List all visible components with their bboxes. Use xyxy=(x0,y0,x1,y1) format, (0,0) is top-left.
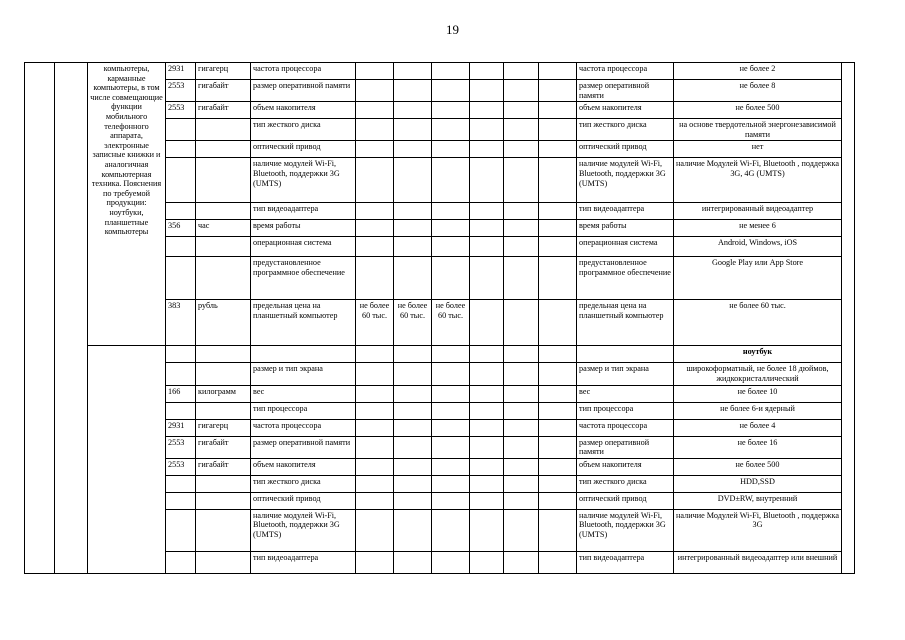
characteristic-cell: размер и тип экрана xyxy=(251,363,356,385)
table-row xyxy=(25,63,855,80)
blank-cell xyxy=(539,80,577,102)
blank-cell xyxy=(470,237,504,257)
blank-cell xyxy=(539,475,577,492)
value-cell: не более 500 xyxy=(674,458,842,475)
blank-cell-b xyxy=(55,63,88,574)
value-cell: не более 10 xyxy=(674,385,842,402)
limit-cell-2 xyxy=(394,158,432,203)
characteristic-cell: тип видеоадаптера xyxy=(251,551,356,573)
limit-cell-1 xyxy=(356,363,394,385)
limit-cell-2 xyxy=(394,509,432,551)
characteristic-cell: объем накопителя xyxy=(251,102,356,119)
limit-cell-1 xyxy=(356,203,394,220)
blank-cell xyxy=(470,551,504,573)
blank-cell xyxy=(539,141,577,158)
limit-cell-1 xyxy=(356,551,394,573)
okei-code-cell: 166 xyxy=(166,385,196,402)
blank-cell xyxy=(504,119,539,141)
unit-cell xyxy=(196,257,251,300)
characteristic-cell: объем накопителя xyxy=(251,458,356,475)
blank-cell xyxy=(470,220,504,237)
characteristic-repeat-cell: предустановленное программное обеспечение xyxy=(577,257,674,300)
blank-cell xyxy=(470,158,504,203)
unit-cell xyxy=(196,203,251,220)
limit-cell-2: не более 60 тыс. xyxy=(394,300,432,346)
unit-cell xyxy=(196,509,251,551)
characteristic-repeat-cell: вес xyxy=(577,385,674,402)
blank-cell xyxy=(504,80,539,102)
blank-cell xyxy=(539,63,577,80)
blank-cell xyxy=(539,220,577,237)
blank-cell xyxy=(504,509,539,551)
blank-cell xyxy=(470,300,504,346)
blank-cell xyxy=(539,436,577,458)
blank-cell xyxy=(539,237,577,257)
value-cell: DVD±RW, внутренний xyxy=(674,492,842,509)
limit-cell-3 xyxy=(432,237,470,257)
blank-cell xyxy=(470,257,504,300)
blank-cell xyxy=(539,509,577,551)
value-cell: не более 8 xyxy=(674,80,842,102)
value-cell: Google Play или App Store xyxy=(674,257,842,300)
okei-code-cell: 2931 xyxy=(166,419,196,436)
limit-cell-3 xyxy=(432,102,470,119)
okei-code-cell xyxy=(166,119,196,141)
limit-cell-1 xyxy=(356,509,394,551)
value-cell: не более 16 xyxy=(674,436,842,458)
value-cell: не более 60 тыс. xyxy=(674,300,842,346)
blank-cell xyxy=(470,475,504,492)
blank-cell xyxy=(539,300,577,346)
blank-cell xyxy=(470,119,504,141)
okei-code-cell: 2553 xyxy=(166,436,196,458)
unit-cell: гигабайт xyxy=(196,80,251,102)
okei-code-cell xyxy=(166,363,196,385)
blank-cell xyxy=(539,257,577,300)
limit-cell-3 xyxy=(432,203,470,220)
requirements-table xyxy=(24,62,855,574)
characteristic-cell: предельная цена на планшетный компьютер xyxy=(251,300,356,346)
limit-cell-2 xyxy=(394,102,432,119)
product-description-cell: компьютеры, карманные компьютеры, в том числе совмещающие функции мобильного телефонного аппарата, электронные записные книжки и аналогичная компьютерная техника. Пояснения по требуемой продукции: ноутбуки, планшетные компьютеры xyxy=(88,63,166,346)
blank-cell xyxy=(504,363,539,385)
value-cell: широкоформатный, не более 18 дюймов, жидкокристаллический xyxy=(674,363,842,385)
limit-cell-3 xyxy=(432,475,470,492)
limit-cell-1 xyxy=(356,63,394,80)
characteristic-repeat-cell: размер оперативной памяти xyxy=(577,436,674,458)
blank-cell xyxy=(470,436,504,458)
characteristic-repeat-cell: тип процессора xyxy=(577,402,674,419)
blank-cell xyxy=(504,346,539,363)
characteristic-repeat-cell: операционная система xyxy=(577,237,674,257)
limit-cell-1 xyxy=(356,492,394,509)
blank-cell xyxy=(504,237,539,257)
blank-cell xyxy=(470,458,504,475)
unit-cell xyxy=(196,475,251,492)
blank-cell xyxy=(539,119,577,141)
blank-cell xyxy=(504,492,539,509)
okei-code-cell xyxy=(166,203,196,220)
okei-code-cell xyxy=(166,492,196,509)
unit-cell xyxy=(196,551,251,573)
limit-cell-2 xyxy=(394,141,432,158)
limit-cell-3: не более 60 тыс. xyxy=(432,300,470,346)
table-row xyxy=(25,346,855,363)
characteristic-repeat-cell: время работы xyxy=(577,220,674,237)
limit-cell-1 xyxy=(356,458,394,475)
characteristic-cell: размер оперативной памяти xyxy=(251,80,356,102)
unit-cell xyxy=(196,158,251,203)
limit-cell-1 xyxy=(356,346,394,363)
characteristic-repeat-cell: оптический привод xyxy=(577,141,674,158)
blank-cell xyxy=(539,346,577,363)
limit-cell-2 xyxy=(394,220,432,237)
okei-code-cell xyxy=(166,346,196,363)
okei-code-cell: 2553 xyxy=(166,458,196,475)
characteristic-repeat-cell: размер оперативной памяти xyxy=(577,80,674,102)
limit-cell-1 xyxy=(356,419,394,436)
limit-cell-2 xyxy=(394,475,432,492)
value-cell: Android, Windows, iOS xyxy=(674,237,842,257)
okei-code-cell xyxy=(166,509,196,551)
limit-cell-1 xyxy=(356,436,394,458)
unit-cell: гигабайт xyxy=(196,102,251,119)
characteristic-repeat-cell: оптический привод xyxy=(577,492,674,509)
limit-cell-3 xyxy=(432,509,470,551)
okei-code-cell: 356 xyxy=(166,220,196,237)
unit-cell: килограмм xyxy=(196,385,251,402)
limit-cell-1 xyxy=(356,385,394,402)
characteristic-cell: операционная система xyxy=(251,237,356,257)
limit-cell-1 xyxy=(356,141,394,158)
limit-cell-2 xyxy=(394,63,432,80)
characteristic-repeat-cell: наличие модулей Wi-Fi, Bluetooth, поддержки 3G (UMTS) xyxy=(577,158,674,203)
blank-cell xyxy=(504,141,539,158)
characteristic-cell: размер оперативной памяти xyxy=(251,436,356,458)
unit-cell xyxy=(196,141,251,158)
limit-cell-1 xyxy=(356,80,394,102)
blank-cell xyxy=(470,80,504,102)
value-cell: HDD,SSD xyxy=(674,475,842,492)
limit-cell-2 xyxy=(394,551,432,573)
limit-cell-2 xyxy=(394,363,432,385)
limit-cell-2 xyxy=(394,436,432,458)
characteristic-repeat-cell: тип видеоадаптера xyxy=(577,203,674,220)
blank-cell xyxy=(539,158,577,203)
blank-cell xyxy=(470,141,504,158)
okei-code-cell: 2553 xyxy=(166,80,196,102)
value-cell: не менее 6 xyxy=(674,220,842,237)
characteristic-cell: тип видеоадаптера xyxy=(251,203,356,220)
okei-code-cell xyxy=(166,551,196,573)
page-number: 19 xyxy=(446,22,459,37)
characteristic-cell: наличие модулей Wi-Fi, Bluetooth, поддержки 3G (UMTS) xyxy=(251,158,356,203)
blank-cell xyxy=(504,436,539,458)
blank-description-cell xyxy=(88,346,166,573)
limit-cell-3 xyxy=(432,119,470,141)
characteristic-cell: наличие модулей Wi-Fi, Bluetooth, поддержки 3G (UMTS) xyxy=(251,509,356,551)
blank-cell xyxy=(470,509,504,551)
blank-cell xyxy=(504,300,539,346)
limit-cell-2 xyxy=(394,458,432,475)
limit-cell-2 xyxy=(394,203,432,220)
blank-cell xyxy=(504,257,539,300)
characteristic-cell: время работы xyxy=(251,220,356,237)
blank-cell xyxy=(470,203,504,220)
characteristic-repeat-cell: размер и тип экрана xyxy=(577,363,674,385)
value-cell: не более 2 xyxy=(674,63,842,80)
characteristic-repeat-cell: частота процессора xyxy=(577,419,674,436)
limit-cell-3 xyxy=(432,492,470,509)
limit-cell-3 xyxy=(432,63,470,80)
limit-cell-1 xyxy=(356,237,394,257)
characteristic-repeat-cell: наличие модулей Wi-Fi, Bluetooth, поддержки 3G (UMTS) xyxy=(577,509,674,551)
value-cell: наличие Модулей Wi-Fi, Bluetooth , поддержка 3G xyxy=(674,509,842,551)
characteristic-repeat-cell: тип жесткого диска xyxy=(577,119,674,141)
unit-cell: гигагерц xyxy=(196,63,251,80)
unit-cell: гигабайт xyxy=(196,436,251,458)
blank-cell xyxy=(470,385,504,402)
limit-cell-2 xyxy=(394,402,432,419)
blank-cell xyxy=(539,385,577,402)
unit-cell xyxy=(196,119,251,141)
limit-cell-1 xyxy=(356,220,394,237)
characteristic-cell xyxy=(251,346,356,363)
blank-cell xyxy=(504,203,539,220)
limit-cell-2 xyxy=(394,257,432,300)
unit-cell xyxy=(196,492,251,509)
limit-cell-3 xyxy=(432,158,470,203)
limit-cell-3 xyxy=(432,80,470,102)
unit-cell xyxy=(196,346,251,363)
blank-cell xyxy=(539,102,577,119)
okei-code-cell xyxy=(166,475,196,492)
characteristic-repeat-cell xyxy=(577,346,674,363)
blank-cell xyxy=(470,402,504,419)
limit-cell-2 xyxy=(394,385,432,402)
limit-cell-3 xyxy=(432,419,470,436)
characteristic-cell: частота процессора xyxy=(251,63,356,80)
limit-cell-3 xyxy=(432,436,470,458)
blank-cell xyxy=(504,551,539,573)
blank-cell xyxy=(504,220,539,237)
blank-cell xyxy=(504,102,539,119)
limit-cell-3 xyxy=(432,551,470,573)
limit-cell-3 xyxy=(432,363,470,385)
limit-cell-1 xyxy=(356,158,394,203)
value-cell: не более 500 xyxy=(674,102,842,119)
characteristic-repeat-cell: предельная цена на планшетный компьютер xyxy=(577,300,674,346)
characteristic-cell: частота процессора xyxy=(251,419,356,436)
section-header-cell: ноутбук xyxy=(674,346,842,363)
characteristic-repeat-cell: тип жесткого диска xyxy=(577,475,674,492)
unit-cell xyxy=(196,237,251,257)
blank-cell xyxy=(539,492,577,509)
limit-cell-2 xyxy=(394,119,432,141)
value-cell: не более 4 xyxy=(674,419,842,436)
blank-cell xyxy=(504,475,539,492)
limit-cell-1 xyxy=(356,475,394,492)
value-cell: не более 6-и ядерный xyxy=(674,402,842,419)
limit-cell-2 xyxy=(394,237,432,257)
okei-code-cell xyxy=(166,141,196,158)
limit-cell-3 xyxy=(432,458,470,475)
characteristic-repeat-cell: тип видеоадаптера xyxy=(577,551,674,573)
characteristic-cell: вес xyxy=(251,385,356,402)
limit-cell-2 xyxy=(394,80,432,102)
limit-cell-1: не более 60 тыс. xyxy=(356,300,394,346)
limit-cell-1 xyxy=(356,402,394,419)
characteristic-cell: предустановленное программное обеспечение xyxy=(251,257,356,300)
okei-code-cell xyxy=(166,402,196,419)
blank-cell xyxy=(470,63,504,80)
blank-cell xyxy=(504,63,539,80)
blank-cell xyxy=(470,492,504,509)
blank-cell xyxy=(504,402,539,419)
limit-cell-3 xyxy=(432,402,470,419)
blank-cell xyxy=(539,203,577,220)
characteristic-cell: тип жесткого диска xyxy=(251,119,356,141)
limit-cell-3 xyxy=(432,220,470,237)
okei-code-cell: 2931 xyxy=(166,63,196,80)
okei-code-cell xyxy=(166,158,196,203)
unit-cell: гигагерц xyxy=(196,419,251,436)
limit-cell-2 xyxy=(394,346,432,363)
blank-cell xyxy=(539,458,577,475)
limit-cell-3 xyxy=(432,257,470,300)
limit-cell-1 xyxy=(356,257,394,300)
unit-cell: рубль xyxy=(196,300,251,346)
blank-cell xyxy=(539,551,577,573)
limit-cell-1 xyxy=(356,102,394,119)
value-cell: на основе твердотельной энергонезависимой памяти xyxy=(674,119,842,141)
characteristic-repeat-cell: частота процессора xyxy=(577,63,674,80)
characteristic-repeat-cell: объем накопителя xyxy=(577,102,674,119)
blank-cell xyxy=(539,402,577,419)
table-body xyxy=(25,63,855,574)
blank-end-cell xyxy=(842,63,855,574)
value-cell: наличие Модулей Wi-Fi, Bluetooth , поддержка 3G, 4G (UMTS) xyxy=(674,158,842,203)
limit-cell-3 xyxy=(432,141,470,158)
okei-code-cell: 2553 xyxy=(166,102,196,119)
blank-cell xyxy=(470,363,504,385)
limit-cell-1 xyxy=(356,119,394,141)
characteristic-cell: тип жесткого диска xyxy=(251,475,356,492)
limit-cell-3 xyxy=(432,346,470,363)
blank-cell xyxy=(539,419,577,436)
characteristic-repeat-cell: объем накопителя xyxy=(577,458,674,475)
blank-cell xyxy=(504,158,539,203)
limit-cell-2 xyxy=(394,492,432,509)
characteristic-cell: тип процессора xyxy=(251,402,356,419)
okei-code-cell xyxy=(166,237,196,257)
unit-cell: час xyxy=(196,220,251,237)
blank-cell xyxy=(470,102,504,119)
limit-cell-2 xyxy=(394,419,432,436)
value-cell: интегрированный видеоадаптер xyxy=(674,203,842,220)
blank-cell xyxy=(504,419,539,436)
okei-code-cell: 383 xyxy=(166,300,196,346)
blank-cell xyxy=(504,458,539,475)
blank-cell xyxy=(470,346,504,363)
blank-cell xyxy=(539,363,577,385)
blank-cell xyxy=(470,419,504,436)
characteristic-cell: оптический привод xyxy=(251,492,356,509)
value-cell: нет xyxy=(674,141,842,158)
unit-cell xyxy=(196,363,251,385)
okei-code-cell xyxy=(166,257,196,300)
limit-cell-3 xyxy=(432,385,470,402)
blank-cell xyxy=(504,385,539,402)
characteristic-cell: оптический привод xyxy=(251,141,356,158)
unit-cell xyxy=(196,402,251,419)
blank-cell-a xyxy=(25,63,55,574)
unit-cell: гигабайт xyxy=(196,458,251,475)
value-cell: интегрированный видеоадаптер или внешний xyxy=(674,551,842,573)
